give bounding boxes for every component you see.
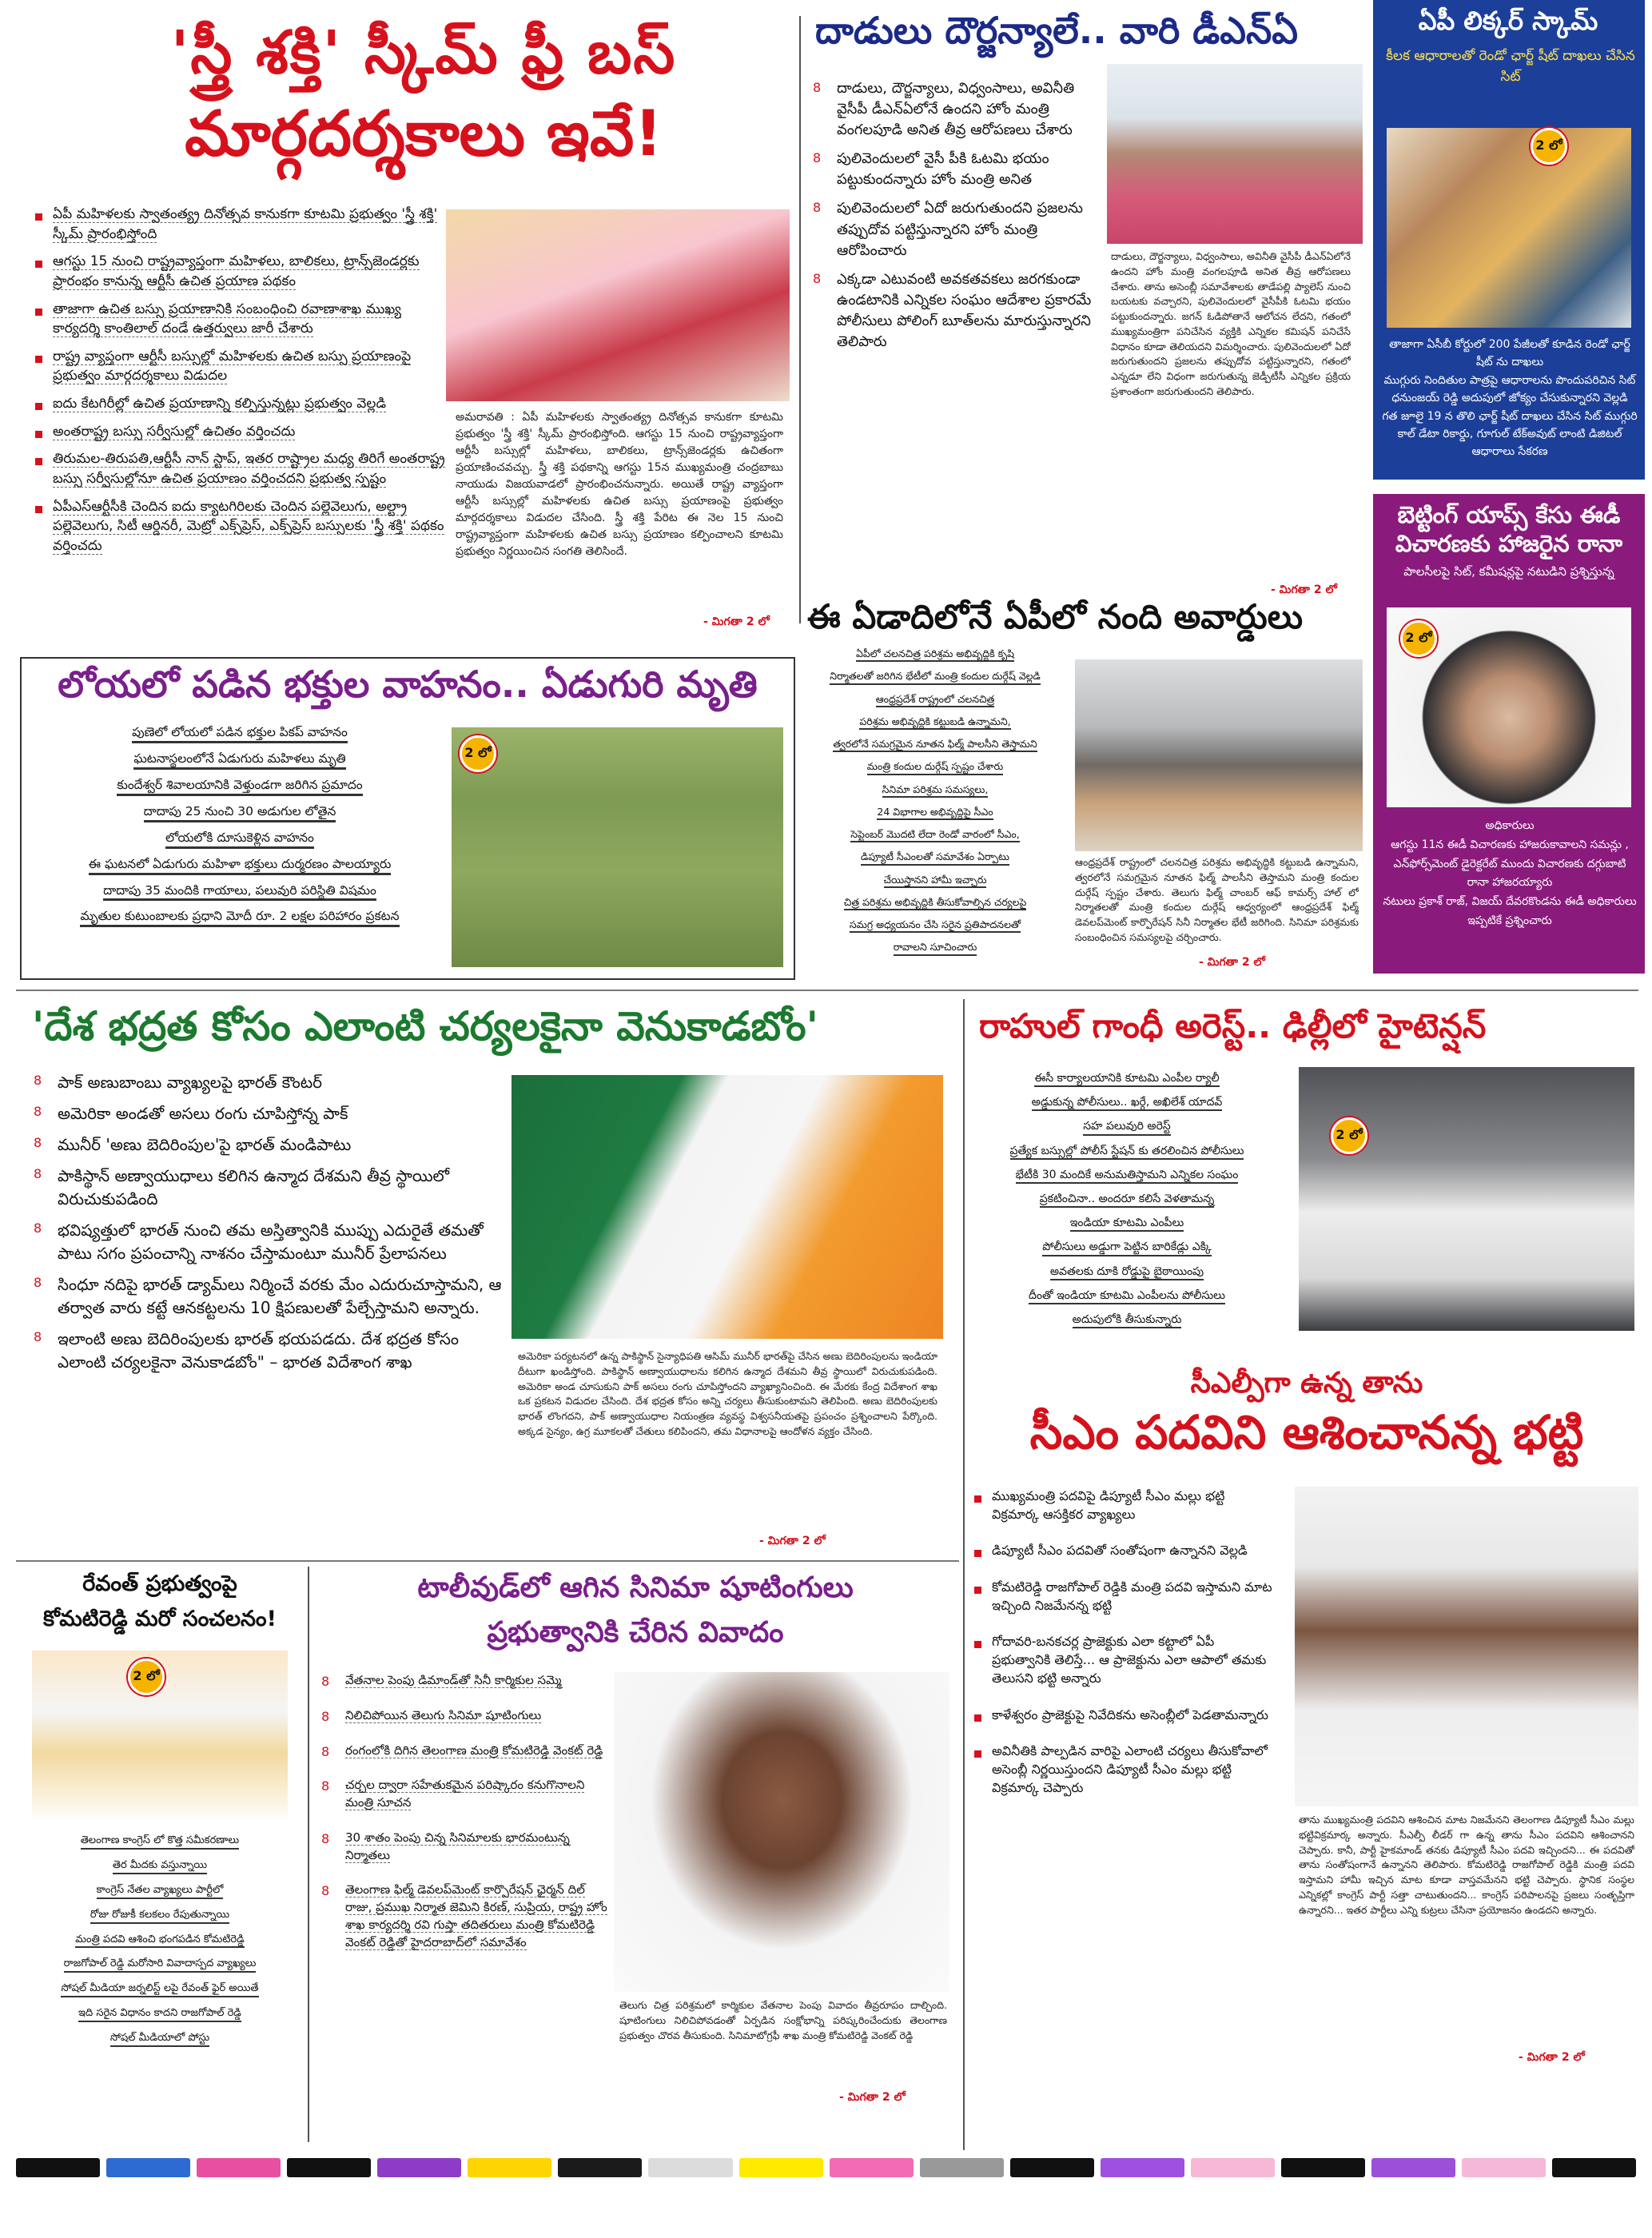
free-bus-bullet: తిరుమల-తిరుపతి,ఆర్టీసీ నాన్ స్టాప్, ఇతర రాష్ట్రాల మధ్య తిరిగే అంతరాష్ట్ర బస్సు సర్వీసుల్లోనూ ఉచిత ప్రయాణం వర్తించదని ప్రభుత్వ స్పష్టం	[32, 449, 448, 488]
accident-photo	[452, 727, 783, 967]
desh-caption: అమెరికా పర్యటనలో ఉన్న పాకిస్థాన్ సైన్యాధిపతి ఆసిమ్ మునీర్ భారత్‌పై చేసిన అణు బెదిరింపులను ఇండియా దీటుగా ఖండిస్తోంది. పాకిస్థాన్ అణ్వాయుధాలను కలిగిన ఉన్మాద దేశమని తీవ్ర స్థాయిలో విరుచుకుపడింది. అమెరికా అండ చూసుకుని పాక్ అసలు రంగు చూపిస్తోందని వ్యాఖ్యానించింది. ఈ మేరకు కేంద్ర విదేశాంగ శాఖ ఒక ప్రకటన విడుదల చేసింది. దేశ భద్రత కోసం అన్ని చర్యలు తీసుకుంటామని తెలిపింది. అణు బెదిరింపులకు భారత్ లొంగదని, పాక్ అణ్వాయుధాల నియంత్రణ వ్యవస్థ విశ్వసనీయతపై ప్రపంచం ప్రశ్నించాలని పేర్కొంది. అక్కడ సైన్యం, ఉగ్ర మూకలతో చేతులు కలిపిందని, తమ విధానాలపై ఆందోళన వ్యక్తం చేసింది.	[518, 1350, 937, 1437]
free-bus-bullet: అంతరాష్ట్ర బస్సు సర్వీసుల్లో ఉచితం వర్తించదు	[32, 422, 448, 442]
accident-line: మృతుల కుటుంబాలకు ప్రధాని మోదీ రూ. 2 లక్షల పరిహారం ప్రకటన	[80, 908, 399, 927]
accident-lines	[40, 724, 440, 934]
color-swatch	[1371, 2158, 1455, 2177]
betting-line: అధికారులు	[1485, 819, 1535, 832]
tollywood-title-1: టాలీవుడ్‌లో ఆగిన సినిమా షూటింగులు	[417, 1571, 854, 1604]
desh-bullet: 8 పాక్ అణుబాంబు వ్యాఖ్యలపై భారత్ కౌంటర్	[32, 1071, 504, 1094]
liquor-subtitle: కీలక ఆధారాలతో రెండో ఛార్జ్ షీట్ దాఖలు చేసిన సిట్	[1386, 48, 1635, 85]
liquor-line: ధనుంజయ్ రెడ్డి అదుపులో జోక్యం చేసుకున్నారని వెల్లడి	[1391, 392, 1628, 405]
desh-bullet: 8 భవిష్యత్తులో భారత్ నుంచి తమ అస్తిత్వానికి ముప్పు ఎదురైతే తమతో పాటు సగం ప్రపంచాన్ని నాశనం చేస్తామంటూ మునీర్ ప్రేలాపనలు	[32, 1219, 504, 1265]
section-rule	[16, 990, 1638, 991]
tollywood-bullet: 8 చర్చల ద్వారా సహేతుకమైన పరిష్కారం కనుగొనాలని మంత్రి సూచన	[320, 1777, 607, 1812]
betting-line: ఆగస్టు 11న ఈడీ విచారణకు హాజరుకావాలని సమన్లు , ఎన్‌ఫోర్స్‌మెంట్ డైరెక్టరేట్ ముందు విచారణకు దగ్గుబాటి రానా హాజరయ్యారు	[1391, 838, 1629, 890]
free-bus-bullet: రాష్ట్ర వ్యాప్తంగా ఆర్టీసీ బస్సుల్లో మహిళలకు ఉచిత బస్సు ప్రయాణంపై ప్రభుత్వం మార్గదర్శకాలు విడుదల	[32, 347, 448, 386]
tollywood-bullet: 8 రంగంలోకి దిగిన తెలంగాణ మంత్రి కోమటిరెడ్డి వెంకట్ రెడ్డి	[320, 1742, 607, 1760]
nandi-line: త్వరలోనే సమగ్రమైన నూతన ఫిల్మ్ పాలసీని తెస్తామని	[833, 738, 1037, 752]
liquor-photo	[1387, 128, 1631, 328]
tollywood-more: - మిగతా 2 లో	[839, 2091, 906, 2104]
revanth-badge: 2 లో	[128, 1659, 165, 1695]
rahul-line: పోలీసులు అడ్డుగా పెట్టిన బారికేడ్లు ఎక్కి	[1042, 1240, 1212, 1256]
nandi-line: పరిశ్రమ అభివృద్ధికి కట్టుబడి ఉన్నామని,	[859, 715, 1010, 730]
color-swatch	[558, 2158, 642, 2177]
dsp-bullets	[811, 78, 1099, 360]
accident-line: కుందేశ్వర్ శివాలయానికి వెళ్తుండగా జరిగిన ప్రమాదం	[117, 777, 362, 796]
rahul-line: ఇండియా కూటమి ఎంపీలు	[1070, 1216, 1184, 1232]
accident-line: పుణెలో లోయలో పడిన భక్తుల పికప్ వాహనం	[132, 724, 348, 743]
dsp-title: దాడులు దౌర్జన్యాలే.. వారి డీఎన్ఏ	[815, 9, 1298, 52]
nandi-line: సినిమా పరిశ్రమ సమస్యలు,	[882, 783, 989, 798]
komatireddy-photo	[614, 1672, 949, 1992]
liquor-lines	[1381, 336, 1638, 461]
tollywood-bullets	[320, 1672, 607, 1969]
tollywood-caption: తెలుగు చిత్ర పరిశ్రమలో కార్మికుల వేతనాల పెంపు వివాదం తీవ్రరూపం దాల్చింది. షూటింగులు నిలిచిపోవడంతో ఏర్పడిన సంక్షోభాన్ని పరిష్కరించేందుకు తెలంగాణ ప్రభుత్వం చొరవ తీసుకుంది. సినిమాటోగ్రఫీ శాఖ మంత్రి కోమటిరెడ్డి వెంకట్ రెడ్డి	[619, 1999, 947, 2041]
revanth-title-1: రేవంత్ ప్రభుత్వంపై	[82, 1571, 237, 1596]
tollywood-title-2: ప్రభుత్వానికి చేరిన వివాదం	[487, 1616, 784, 1649]
desh-more: - మిగతా 2 లో	[759, 1535, 826, 1547]
color-swatch	[16, 2158, 100, 2177]
betting-title: బెట్టింగ్ యాప్స్ కేసు ఈడీ విచారణకు హాజరైన రానా	[1395, 501, 1623, 558]
free-bus-photo	[446, 209, 790, 401]
nandi-line: ఆంధ్రప్రదేశ్ రాష్ట్రంలో చలనచిత్ర	[876, 693, 995, 707]
free-bus-bullet: ఐదు కేటగిరీల్లో ఉచిత ప్రయాణాన్ని కల్పిస్తున్నట్లు ప్రభుత్వం వెల్లడి	[32, 394, 448, 414]
accident-line: లోయలోకి దూసుకెళ్లిన వాహనం	[165, 830, 314, 849]
color-swatch	[468, 2158, 551, 2177]
free-bus-bullets	[32, 205, 448, 564]
free-bus-title-1: 'స్త్రీ శక్తి' స్కీమ్ ఫ్రీ బస్	[170, 18, 677, 87]
betting-subtitle: పాలసీలపై సిట్, కమీషన్లపై నటుడిని ప్రశ్నిస్తున్న	[1403, 564, 1614, 579]
liquor-line: తాజాగా ఏసీబీ కోర్టులో 200 పేజీలతో కూడిన రెండో ఛార్జ్ షీట్ ను దాఖలు	[1389, 338, 1630, 369]
tollywood-bullet: 8 తెలంగాణ ఫిల్మ్ డెవలప్‌మెంట్ కార్పొరేషన్ ఛైర్మన్ దిల్ రాజు, ప్రముఖ నిర్మాత జెమిని కిరణ్, సుప్రియ, రాష్ట్ర హోం శాఖ కార్యదర్శి రవి గుప్తా తదితరులు మంత్రి కోమటిరెడ్డి వెంకట్ రెడ్డితో హైదరాబాద్‌లో సమావేశం	[320, 1882, 607, 1951]
dsp-bullet: 8 ఎక్కడా ఎటువంటి అవకతవకలు జరగకుండా ఉండటానికి ఎన్నికల సంఘం ఆదేశాల ప్రకారమే పోలీసులు పోలింగ్ బూత్‌లను మారుస్తున్నారని తెలిపారు	[811, 269, 1099, 352]
tollywood-bullet: 8 వేతనాల పెంపు డిమాండ్‌తో సినీ కార్మికుల సమ్మె	[320, 1672, 607, 1690]
nandi-line: చిత్ర పరిశ్రమ అభివృద్ధికి తీసుకోవాల్సిన చర్యలపై	[844, 896, 1026, 910]
rahul-line: ప్రకటించినా.. అందరూ కలిసే వెళతామన్న	[1040, 1192, 1215, 1208]
desh-bullet: 8 పాకిస్థాన్ అణ్వాయుధాలు కలిగిన ఉన్మాద దేశమని తీవ్ర స్థాయిలో విరుచుకుపడింది	[32, 1165, 504, 1211]
liquor-line: ముగ్గురు నిందితుల పాత్రపై ఆధారాలను పొందుపరిచిన సిట్	[1383, 373, 1636, 387]
color-swatch	[830, 2158, 914, 2177]
revanth-line: సోషల్ మీడియా జర్నలిస్ట్ లపై రేవంత్ ఫైర్ అయితే	[61, 1982, 258, 1997]
nandi-line: డిప్యూటీ సీఎంలతో సమావేశం ఏర్పాటు	[861, 850, 1009, 865]
free-bus-bullet: తాజాగా ఉచిత బస్సు ప్రయాణానికి సంబంధించి రవాణాశాఖ ముఖ్య కార్యదర్శి కాంతిలాల్ దండే ఉత్తర్వులు జారీ చేశారు	[32, 300, 448, 339]
desh-bullet: 8 ఇలాంటి అణు బెదిరింపులకు భారత్ భయపడదు. దేశ భద్రత కోసం ఎలాంటి చర్యలకైనా వెనుకాడబోం" – భారత విదేశాంగ శాఖ	[32, 1328, 504, 1374]
color-swatch	[287, 2158, 371, 2177]
bhatti-more: - మిగతా 2 లో	[1519, 2051, 1585, 2064]
column-divider	[799, 16, 801, 623]
nandi-line: మంత్రి కందుల దుర్గేష్ స్పష్టం చేశారు	[867, 760, 1003, 775]
rahul-line: దీంతో ఇండియా కూటమి ఎంపీలను పోలీసులు	[1029, 1288, 1225, 1304]
rahul-badge: 2 లో	[1331, 1117, 1367, 1154]
rahul-line: అదుపులోకి తీసుకున్నారు	[1073, 1312, 1182, 1328]
nandi-line: సెప్టెంబర్ మొదటి లేదా రెండో వారంలో సీఎం,	[850, 828, 1019, 842]
desh-bullet: 8 మునీర్ 'అణు బెదిరింపుల'పై భారత్ మండిపాటు	[32, 1133, 504, 1157]
color-swatch	[1010, 2158, 1094, 2177]
accident-line: ఈ ఘటనలో ఏడుగురు మహిళా భక్తులు దుర్మరణం పాలయ్యారు	[89, 856, 392, 875]
nandi-line: రావాలని సూచించారు	[894, 941, 977, 955]
revanth-lines	[24, 1834, 296, 2057]
free-bus-bullet: ఆగస్టు 15 నుంచి రాష్ట్రవ్యాప్తంగా మహిళలు, బాలికలు, ట్రాన్స్‌జెండర్లకు ప్రారంభం కానున్న ఆర్టీసీ ఉచిత ప్రయాణ పథకం	[32, 252, 448, 291]
color-swatch	[1101, 2158, 1184, 2177]
liquor-line: గత జూలై 19 న తొలి ఛార్జ్ షీట్ దాఖలు చేసిన సిట్ ముగ్గురి కాల్ డేటా రికార్డు, గూగుల్ టేక్అవుట్ లాంటి డిజిటల్ ఆధారాలు సేకరణ	[1382, 409, 1638, 459]
color-swatch	[739, 2158, 823, 2177]
accident-badge: 2 లో	[460, 735, 496, 772]
section-rule	[16, 1560, 959, 1562]
dsp-more: - మిగతా 2 లో	[1271, 583, 1337, 596]
revanth-title-2: కోమటిరెడ్డి మరో సంచలనం!	[43, 1607, 277, 1631]
color-swatch	[1462, 2158, 1546, 2177]
rahul-line: అడ్డుకున్న పోలీసులు.. ఖర్గే, అఖిలేశ్ యాదవ్	[1032, 1095, 1223, 1111]
rahul-line: ఈసీ కార్యాలయానికి కూటమి ఎంపీల ర్యాలీ	[1034, 1071, 1219, 1087]
bhatti-bullet: కాళేశ్వరం ప్రాజెక్టుపై నివేదికను అసెంబ్లీలో పెడతామన్నారు	[971, 1706, 1275, 1724]
column-divider	[308, 1567, 309, 2142]
nandi-caption: ఆంధ్రప్రదేశ్ రాష్ట్రంలో చలనచిత్ర పరిశ్రమ అభివృద్ధికి కట్టుబడి ఉన్నామని, త్వరలోనే సమగ్రమైన నూతన ఫిల్మ్ పాలసీని తెస్తామని మంత్రి కందుల దుర్గేష్ స్పష్టం చేశారు. తెలుగు ఫిల్మ్ చాంబర్ ఆఫ్ కామర్స్ హాల్ లో నిర్మాతలతో మంత్రి కందుల దుర్గేష్ ఆధ్వర్యంలో ఆంధ్రప్రదేశ్ ఫిల్మ్ డెవలప్‌మెంట్ కార్పొరేషన్ సినీ నిర్మాతల భేటీ జరిగింది. సినిమా పరిశ్రమకు సంబంధించిన సమస్యలపై చర్చించారు.	[1075, 856, 1359, 943]
rahul-line: భేటీకి 30 మందికే అనుమతిస్తామని ఎన్నికల సంఘం	[1016, 1168, 1239, 1184]
bhatti-bullet: అవినీతికి పాల్పడిన వారిపై ఎలాంటి చర్యలు తీసుకోవాలో అసెంబ్లీ నిర్ణయిస్తుందని డిప్యూటీ సీఎం మల్లు భట్టి విక్రమార్క చెప్పారు	[971, 1742, 1275, 1798]
footer-color-strip	[16, 2158, 1636, 2177]
nandi-line: నిర్మాతలతో జరిగిన భేటీలో మంత్రి కందుల దుర్గేష్ వెల్లడి	[830, 670, 1040, 684]
revanth-line: తెర మీదకు వస్తున్నాయి	[113, 1859, 207, 1874]
betting-lines	[1381, 817, 1638, 931]
bhatti-bullet: ముఖ్యమంత్రి పదవిపై డిప్యూటీ సీఎం మల్లు భట్టి విక్రమార్క ఆసక్తికర వ్యాఖ్యలు	[971, 1487, 1275, 1523]
bhatti-bullet: డిప్యూటీ సీఎం పదవితో సంతోషంగా ఉన్నానని వెల్లడి	[971, 1541, 1275, 1559]
bhatti-caption: తాను ముఖ్యమంత్రి పదవిని ఆశించిన మాట నిజమేనని తెలంగాణ డిప్యూటీ సీఎం మల్లు భట్టివిక్రమార్క అన్నారు. సీఎల్పీ లీడర్ గా ఉన్న తాను సీఎం పదవిని ఆశించానని చెప్పారు. కానీ, పార్టీ హైకమాండ్ తనకు డిప్యూటీ సీఎం పదవి ఇచ్చిందని... ఈ పదవితో తాను సంతోషంగానే ఉన్నానని తెలిపారు. కోమటిరెడ్డి రాజగోపాల్ రెడ్డికి మంత్రి పదవి ఇస్తామని హామీ ఇచ్చిన మాట కూడా వాస్తవమేనని భట్టి చెప్పారు. స్థానిక సంస్థల ఎన్నికల్లో కాంగ్రెస్ పార్టీ సత్తా చాటుతుందని... కాంగ్రెస్ పరిపాలనపై ప్రజలు సంతృప్తిగా ఉన్నారని... ఇతర పార్టీలు ఎన్ని కుట్రలు చేసినా ప్రయోజనం ఉండదని అన్నారు.	[1299, 1814, 1634, 1916]
rahul-line: అవతలకు దూకి రోడ్డుపై బైఠాయింపు	[1050, 1264, 1204, 1280]
free-bus-bullet: ఏపీ మహిళలకు స్వాతంత్య్ర దినోత్సవ కానుకగా కూటమి ప్రభుత్వం 'స్త్రీ శక్తి' స్కీమ్ ప్రారంభిస్తోంది	[32, 205, 448, 244]
free-bus-caption: అమరావతి : ఏపీ మహిళలకు స్వాతంత్య్ర దినోత్సవ కానుకగా కూటమి ప్రభుత్వం 'స్త్రీ శక్తి' స్కీమ్ ప్రారంభిస్తోంది. ఆగస్టు 15 నుంచి రాష్ట్రవ్యాప్తంగా ఆర్టీసీ బస్సుల్లో మహిళలు, బాలికలు, ట్రాన్స్‌జెండర్లకు ఉచితంగా ప్రయాణించవచ్చు. స్త్రీ శక్తి పథకాన్ని ఆగస్టు 15న ముఖ్యమంత్రి చంద్రబాబు నాయుడు విజయవాడలో ప్రారంభించనున్నారు. అయితే రాష్ట్ర వ్యాప్తంగా ఆర్టీసీ బస్సుల్లో మహిళలకు ఉచిత బస్సు ప్రయాణంపై ప్రభుత్వం మార్గదర్శకాలు విడుదల చేసింది. స్త్రీ శక్తి పేరిట ఈ నెల 15 నుంచి రాష్ట్రవ్యాప్తంగా మహిళలకు ఉచిత బస్సు ప్రయాణం కల్పించాలని కూటమి ప్రభుత్వం నిర్ణయించిన సంగతి తెలిసిందే.	[456, 411, 783, 558]
accident-line: ఘటనాస్థలంలోనే ఏడుగురు మహిళలు మృతి	[133, 751, 345, 770]
anitha-photo	[1107, 64, 1363, 244]
color-swatch	[1281, 2158, 1365, 2177]
rahul-lines	[975, 1071, 1279, 1336]
accident-line: దాదాపు 35 మందికి గాయాలు, పలువురి పరిస్థితి విషమం	[103, 882, 376, 902]
rahul-photo	[1299, 1067, 1634, 1331]
nandi-line: సమగ్ర అధ్యయనం చేసి సరైన ప్రతిపాదనలతో	[850, 918, 1021, 933]
nandi-title: ఈ ఏడాదిలోనే ఏపీలో నంది అవార్డులు	[807, 597, 1304, 636]
free-bus-bullet: ఏపీఎస్‌ఆర్టీసీకి చెందిన ఐదు క్యాటగిరిలకు చెందిన పల్లెవెలుగు, అల్ట్రా పల్లెవెలుగు, సిటీ ఆర్డినరీ, మెట్రో ఎక్స్‌ప్రెస్, ఎక్స్‌ప్రెస్ బస్సులకు 'స్త్రీ శక్తి' పథకం వర్తించదు	[32, 497, 448, 556]
dsp-bullet: 8 పులివెందులలో ఏదో జరుగుతుందని ప్రజలను తప్పుదోవ పట్టిస్తున్నారని హోం మంత్రి ఆరోపించారు	[811, 198, 1099, 261]
color-swatch	[1191, 2158, 1275, 2177]
revanth-line: సోషల్ మీడియాలో పోస్టు	[110, 2032, 209, 2047]
tollywood-bullet: 8 30 శాతం పెంపు చిన్న సినిమాలకు భారమంటున్న నిర్మాతలు	[320, 1830, 607, 1865]
desh-title: 'దేశ భద్రత కోసం ఎలాంటి చర్యలకైనా వెనుకాడబోం'	[32, 1003, 818, 1049]
bhatti-bullets	[971, 1487, 1275, 1814]
bhatti-kicker: సీఎల్పీగా ఉన్న తాను	[1190, 1367, 1423, 1400]
nandi-more: - మిగతా 2 లో	[1199, 956, 1265, 969]
color-swatch	[920, 2158, 1004, 2177]
bhatti-bullet: గోదావరి-బనకచర్ల ప్రాజెక్టుకు ఎలా కట్టాలో ఏపీ ప్రభుత్వానికి తెలిస్తే... ఆ ప్రాజెక్టును ఎలా ఆపాలో తమకు తెలుసని భట్టి అన్నారు	[971, 1632, 1275, 1688]
free-bus-more: - మిగతా 2 లో	[703, 615, 770, 628]
revanth-line: రోజు రోజుకీ కలకలం రేపుతున్నాయి	[90, 1909, 229, 1924]
desh-bullet: 8 సింధూ నదిపై భారత్ డ్యామ్‌లు నిర్మించే వరకు మేం ఎదురుచూస్తామని, ఆ తర్వాత వారు కట్టే ఆనకట్టలను 10 క్షిపణులతో పేల్చేస్తామని అన్నారు.	[32, 1273, 504, 1320]
free-bus-title-2: మార్గదర్శకాలు ఇవే!	[185, 98, 663, 170]
desh-bullets	[32, 1071, 504, 1382]
nandi-lines	[807, 647, 1063, 964]
rahul-line: ప్రత్యేక బస్సుల్లో పోలీస్ స్టేషన్ కు తరలించిన పోలీసులు	[1010, 1144, 1244, 1160]
revanth-line: రాజగోపాల్ రెడ్డి మరోసారి వివాదాస్పద వ్యాఖ్యలు	[64, 1957, 257, 1973]
nandi-line: చేయిస్తానని హామీ ఇచ్చారు	[884, 874, 987, 888]
bhatti-bullet: కోమటిరెడ్డి రాజగోపాల్ రెడ్డికి మంత్రి పదవి ఇస్తామని మాట ఇచ్చింది నిజమేనన్న భట్టి	[971, 1578, 1275, 1615]
rahul-title: రాహుల్ గాంధీ అరెస్ట్.. ఢిల్లీలో హైటెన్షన్	[979, 1006, 1487, 1045]
column-divider	[963, 999, 965, 2150]
betting-badge: 2 లో	[1400, 620, 1437, 657]
revanth-line: తెలంగాణ కాంగ్రెస్ లో కొత్త సమీకరణాలు	[81, 1834, 239, 1850]
color-swatch	[1552, 2158, 1636, 2177]
color-swatch	[377, 2158, 461, 2177]
color-swatch	[648, 2158, 732, 2177]
flags-photo	[512, 1075, 943, 1339]
tollywood-bullet: 8 నిలిచిపోయిన తెలుగు సినిమా షూటింగులు	[320, 1707, 607, 1725]
accident-line: దాదాపు 25 నుంచి 30 అడుగుల లోతైన	[144, 803, 336, 822]
desh-bullet: 8 అమెరికా అండతో అసలు రంగు చూపిస్తోన్న పాక్	[32, 1102, 504, 1125]
nandi-line: 24 విభాగాల అభివృద్ధిపై సీఎం	[877, 806, 993, 820]
accident-title: లోయలో పడిన భక్తుల వాహనం.. ఏడుగురి మృతి	[58, 663, 758, 706]
betting-line: నటులు ప్రకాశ్ రాజ్, విజయ్ దేవరకొండను ఈడీ అధికారులు ఇప్పటికే ప్రశ్నించారు	[1383, 895, 1637, 927]
rahul-line: సహ పలువురి అరెస్ట్	[1083, 1119, 1171, 1135]
liquor-badge: 2 లో	[1531, 128, 1567, 165]
revanth-line: కాంగ్రెస్ నేతల వ్యాఖ్యలు పార్టీలో	[97, 1884, 224, 1899]
color-swatch	[197, 2158, 281, 2177]
dsp-caption: దాడులు, దౌర్జన్యాలు, విధ్వంసాలు, అవినీతి వైసీపీ డీఎన్‌ఏలోనే ఉందని హోం మంత్రి వంగలపూడి అనిత తీవ్ర ఆరోపణలు చేశారు. తాను అసెంబ్లీ సమావేశాలకు తాడేపల్లి ప్యాలెస్ నుంచి బయటకు వచ్చారని, పులివెందులలో వైసీపీకి ఓటమి భయం పట్టుకుందన్నారు. జగన్ ఓడిపోతానే ఆలోచన లేదని, గతంలో ముఖ్యమంత్రిగా పనిచేసిన వ్యక్తికి ఎన్నికల కమిషన్ పనిచేసే విధానం కూడా తెలియదని విమర్శించారు. పులివెందులలో ఏదో జరుగుతుందని ప్రజలను తప్పుదోవ పట్టిస్తున్నారని, గతంలో ఎన్నడూ లేని విధంగా జరుగుతున్న జెడ్పీటీసీ ఎన్నికల ప్రక్రియ ప్రశాంతంగా జరుగుతుందని తెలిపారు.	[1111, 250, 1351, 397]
dsp-bullet: 8 పులివెందులలో వైసీ పీకి ఓటమి భయం పట్టుకుందన్నారు హోం మంత్రి అనిత	[811, 149, 1099, 190]
bhatti-title: సీఎం పదవిని ఆశించానన్న భట్టి	[1029, 1405, 1584, 1459]
color-swatch	[106, 2158, 190, 2177]
revanth-line: మంత్రి పదవి ఆశించి భంగపడిన కోమటిరెడ్డి	[75, 1933, 245, 1949]
revanth-line: ఇది సరైన విధానం కాదని రాజగోపాల్ రెడ్డి	[78, 2007, 241, 2022]
nandi-line: ఏపీలో చలనచిత్ర పరిశ్రమ అభివృద్ధికి కృషి	[856, 647, 1014, 662]
nandi-photo	[1075, 659, 1363, 851]
dsp-bullet: 8 దాడులు, దౌర్జన్యాలు, విధ్వంసాలు, అవినీతి వైసీపీ డీఎన్‌ఏలోనే ఉందని హోం మంత్రి వంగలపూడి అనిత తీవ్ర ఆరోపణలు చేశారు	[811, 78, 1099, 141]
liquor-title: ఏపీ లిక్కర్ స్కామ్	[1418, 6, 1598, 36]
bhatti-photo	[1295, 1487, 1638, 1806]
